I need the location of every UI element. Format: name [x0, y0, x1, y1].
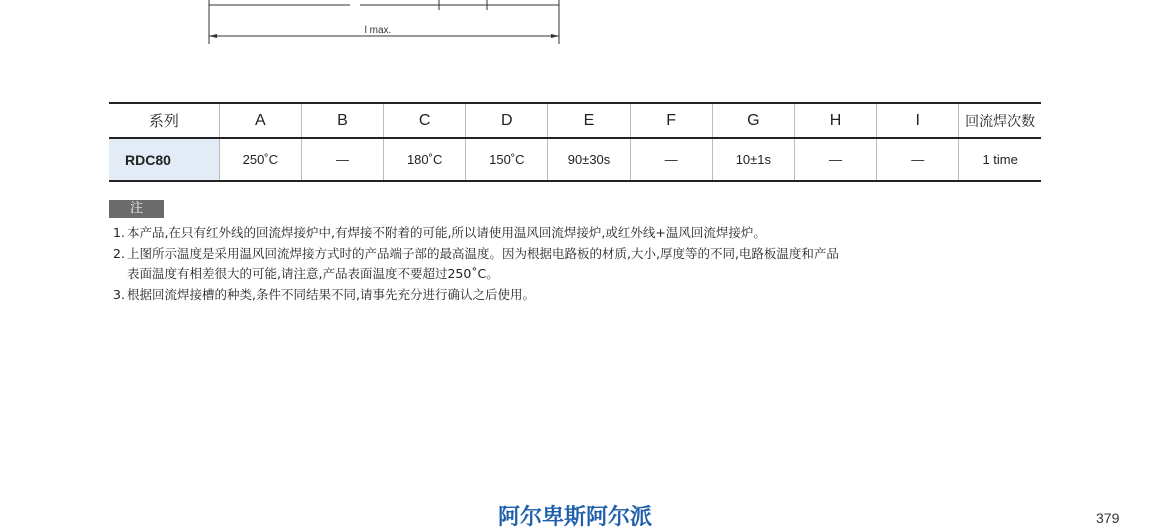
- cell-b: —: [301, 138, 383, 181]
- cell-c: 180˚C: [384, 138, 466, 181]
- header-c: C: [384, 103, 466, 138]
- page-number: 379: [1096, 510, 1120, 526]
- header-i: I: [877, 103, 959, 138]
- note-number: 2.: [113, 245, 125, 261]
- header-a: A: [219, 103, 301, 138]
- cell-f: —: [630, 138, 712, 181]
- dimension-drawing: [0, 0, 1150, 60]
- arrow-right: [551, 34, 559, 38]
- header-d: D: [466, 103, 548, 138]
- reflow-spec-table: [109, 102, 1041, 182]
- cell-g: 10±1s: [712, 138, 794, 181]
- cell-d: 150˚C: [466, 138, 548, 181]
- header-b: B: [301, 103, 383, 138]
- cell-h: —: [794, 138, 876, 181]
- header-series: 系列: [109, 103, 219, 138]
- note-number: 3.: [113, 286, 125, 302]
- note-text: 上图所示温度是采用温风回流焊接方式时的产品端子部的最高温度。因为根据电路板的材质,大小,厚度等的不同,电路板温度和产品表面温度有相差很大的可能,请注意,产品表面温度不要超过250˚C。: [127, 245, 839, 281]
- note-text: 本产品,在只有红外线的回流焊接炉中,有焊接不附着的可能,所以请使用温风回流焊接炉,或红外线+温风回流焊接炉。: [127, 225, 766, 240]
- note-text: 根据回流焊接槽的种类,条件不同结果不同,请事先充分进行确认之后使用。: [127, 286, 535, 302]
- header-f: F: [630, 103, 712, 138]
- notes-list: [113, 223, 913, 305]
- cell-a: 250˚C: [219, 138, 301, 181]
- header-e: E: [548, 103, 630, 138]
- notes-badge: 注: [109, 200, 164, 218]
- note-number: 1.: [113, 225, 125, 240]
- cell-reflow-count: 1 time: [959, 138, 1041, 181]
- note-item: [113, 223, 913, 244]
- note-item: [113, 285, 913, 306]
- cell-model: RDC80: [109, 138, 219, 181]
- table-row: [109, 138, 1041, 181]
- cell-i: —: [877, 138, 959, 181]
- lmax-label: l max.: [364, 25, 392, 36]
- header-reflow-count: 回流焊次数: [959, 103, 1041, 138]
- header-h: H: [794, 103, 876, 138]
- header-g: G: [712, 103, 794, 138]
- note-item: [113, 244, 913, 285]
- arrow-left: [209, 34, 217, 38]
- brand-logo: 阿尔卑斯阿尔派: [497, 505, 652, 530]
- cell-e: 90±30s: [548, 138, 630, 181]
- table-header-row: [109, 103, 1041, 138]
